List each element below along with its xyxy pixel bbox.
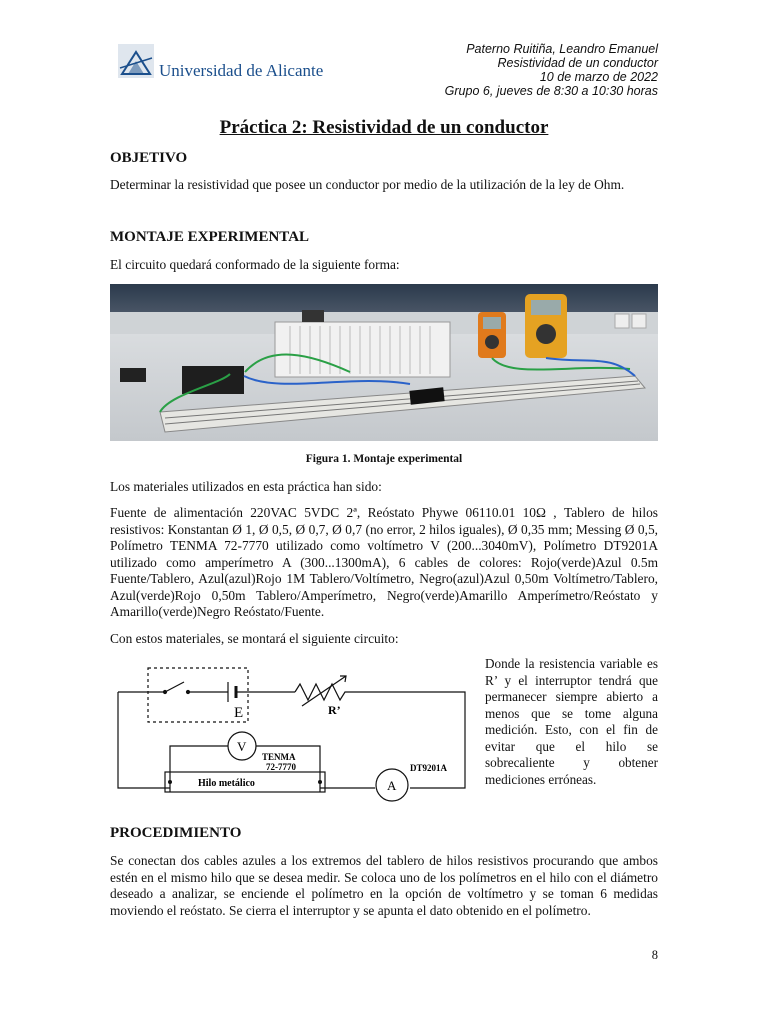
experimental-setup-photo	[110, 284, 658, 441]
ammeter-label: A	[387, 778, 397, 793]
report-date: 10 de marzo de 2022	[539, 70, 658, 84]
wire-label: Hilo metálico	[198, 778, 255, 789]
montaje-intro: El circuito quedará conformado de la siguiente forma:	[110, 257, 400, 272]
procedimiento-heading: PROCEDIMIENTO	[110, 825, 242, 841]
report-subject: Resistividad de un conductor	[497, 56, 658, 70]
circuit-intro: Con estos materiales, se montará el siguiente circuito:	[110, 631, 399, 646]
page-number: 8	[651, 948, 658, 962]
procedimiento-text: Se conectan dos cables azules a los extremos del tablero de hilos resistivos procurando que ambos estén en el mismo hilo que se desea medir. Se coloca uno de los polímetros en el hilo con el diámetro deseado a analizar, se enciende el polímetro en la opción de voltímetro y se toman 6 medidas moviendo el reóstato. Se cierra el interruptor y se apunta el dato obtenido en el polímetro.	[110, 853, 658, 918]
ammeter-model-label: DT9201A	[410, 763, 448, 773]
university-logo	[118, 44, 333, 84]
figure-caption: Figura 1. Montaje experimental	[305, 453, 463, 465]
rheostat-label: R’	[328, 703, 341, 717]
montaje-heading: MONTAJE EXPERIMENTAL	[110, 229, 310, 245]
objetivo-text: Determinar la resistividad que posee un conductor por medio de la utilización de la ley de Ohm.	[110, 177, 625, 192]
materials-intro: Los materiales utilizados en esta práctica han sido:	[110, 479, 382, 494]
page-title: Práctica 2: Resistividad de un conductor	[219, 117, 549, 138]
materials-text: Fuente de alimentación 220VAC 5VDC 2ª, Reóstato Phywe 06110.01 10Ω , Tablero de hilos resistivos: Konstantan Ø 1, Ø 0,5, Ø 0,7, Ø 0,7 (no error, 2 hilos iguales), Ø 0,35 mm; Messing Ø 0,5, Polímetro TENMA 72-7770 utilizado como voltímetro V (200...3040mV), Polímetro DT9201A utilizado como amperímetro A (300...1300mA), 6 cables de colores: Rojo(verde)Azul 0.5m Fuente/Tablero, Azul(azul)Rojo 1M Tablero/Voltímetro, Negro(azul)Azul 0,50m Voltímetro/Tablero, Azul(verde)Rojo 0,50m Tablero/Amperímetro, Negro(verde)Amarillo Amperímetro/Reóstato y Amarillo(verde)Negro Reóstato/Fuente.	[110, 505, 658, 619]
university-logo-icon	[118, 44, 154, 78]
group-info: Grupo 6, jueves de 8:30 a 10:30 horas	[444, 84, 658, 98]
circuit-description: Donde la resistencia variable es R’ y el interruptor tendrá que permanecer siempre abierto a menos que se tome alguna medición. Esto, con el fin de evitar que el hilo se sobrecaliente y obtener mediciones erróneas.	[485, 656, 658, 787]
voltmeter-label: V	[237, 739, 247, 754]
university-name: Universidad de Alicante	[159, 61, 324, 80]
objetivo-heading: OBJETIVO	[110, 150, 188, 166]
voltmeter-model-line2: 72-7770	[266, 762, 296, 772]
header-meta	[445, 42, 658, 98]
voltmeter-model-line1: TENMA	[262, 752, 296, 762]
source-label: E	[234, 705, 244, 721]
author-name: Paterno Ruitiña, Leandro Emanuel	[466, 42, 658, 56]
circuit-diagram	[110, 660, 470, 805]
